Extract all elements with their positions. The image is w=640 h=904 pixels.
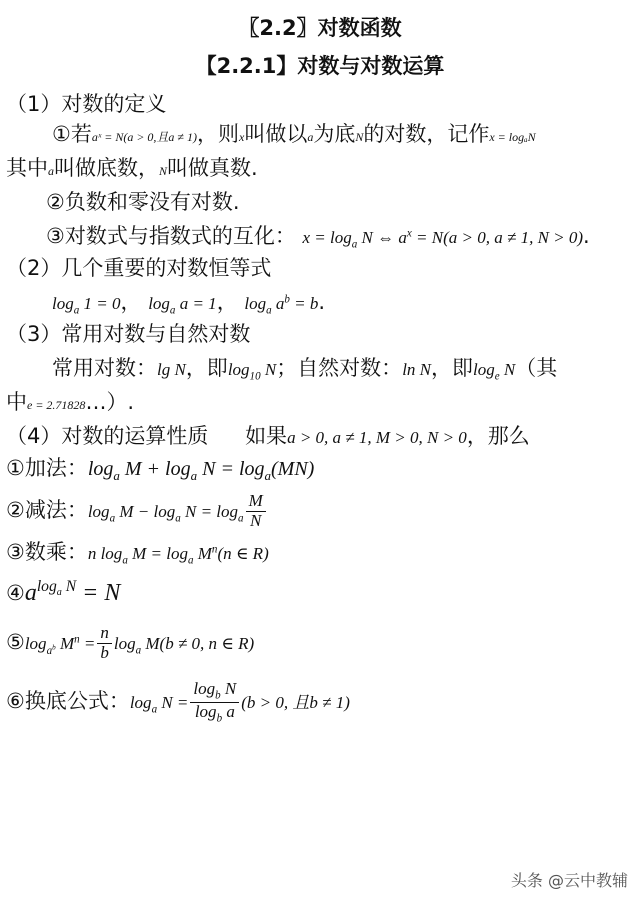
text: ③对数式与指数式的互化： <box>46 224 296 248</box>
rule-power-base <box>6 624 254 662</box>
text: ①若 <box>52 122 92 146</box>
identity-3: $\log_a a^b = b$ <box>244 293 319 317</box>
rule-change-of-base <box>6 680 350 724</box>
definition-line-1 <box>52 122 536 147</box>
common-natural-line-2 <box>6 390 134 415</box>
text: 为底 <box>313 122 356 146</box>
formula: aˣ = N(a > 0,且a ≠ 1) <box>91 130 197 144</box>
log-identities <box>52 290 325 318</box>
formula: $\log_a M + \log_a N = \log_a(MN)$ <box>87 458 315 483</box>
point-conversion <box>46 224 590 252</box>
formula: ln N <box>402 360 431 379</box>
formula: $\log_a M(b \ne 0$, n ∈ R) <box>113 634 255 657</box>
formula: $a^{log_a N} = N$ <box>24 578 121 606</box>
text: 如果 <box>245 424 288 448</box>
formula: $\log_a M - \log_a N = \log_a$ <box>87 502 244 525</box>
text: 的对数，记作 <box>363 122 490 146</box>
formula: a <box>307 130 314 144</box>
rule-exponent-identity <box>6 578 120 608</box>
text: ；自然对数： <box>276 356 403 380</box>
text: （4）对数的运算性质 <box>6 424 209 448</box>
formula: $\log_{10} N$ <box>227 360 277 383</box>
formula: e = 2.71828 <box>27 398 86 412</box>
heading-log-definition: （1）对数的定义 <box>6 92 167 116</box>
formula: n $\log_a M = \log_a M^n(n$ ∈ R) <box>87 543 269 567</box>
text: ⑤ <box>6 630 25 655</box>
text: ①加法： <box>6 456 88 480</box>
text: ③数乘： <box>6 540 88 564</box>
rule-scalar <box>6 540 269 568</box>
text: 常用对数： <box>52 356 157 380</box>
formula: $\log_a N$ = <box>129 693 189 716</box>
heading-common-natural-log: （3）常用对数与自然对数 <box>6 322 251 346</box>
text: . <box>583 224 590 248</box>
text: 叫做真数. <box>167 156 258 180</box>
text: ， <box>120 290 142 314</box>
rule-addition <box>6 456 314 484</box>
formula: $\log_{a^b} M^n$ = <box>24 633 96 657</box>
text: ， <box>216 290 238 314</box>
text: ，即 <box>185 356 228 380</box>
text: …）. <box>85 390 135 414</box>
text: ④ <box>6 581 25 605</box>
formula: N <box>355 130 364 144</box>
formula: a <box>48 164 54 178</box>
rule-subtraction <box>6 492 268 530</box>
formula: a > 0, a ≠ 1, M > 0, N > 0 <box>287 428 467 447</box>
text: 叫做以 <box>244 122 308 146</box>
formula: (b > 0, 且b ≠ 1) <box>241 693 350 713</box>
text: 中 <box>6 390 27 414</box>
text: ⑥换底公式： <box>6 689 130 714</box>
point-no-log-nonpositive: ②负数和零没有对数. <box>46 190 240 214</box>
fraction: $\frac{M}{N}$ <box>246 492 266 530</box>
formula-conversion: $x = \log_a N$ ⇔ $a^x = N(a > 0$, a ≠ 1, N > 0) <box>302 227 584 251</box>
identity-2: $\log_a a = 1$ <box>148 294 217 317</box>
heading-log-properties <box>6 424 530 449</box>
formula: N <box>159 164 168 178</box>
text: ，那么 <box>466 424 530 448</box>
definition-line-2 <box>6 156 258 181</box>
formula: lg N <box>157 360 186 379</box>
text: ，即 <box>431 356 473 380</box>
text: （其 <box>515 356 558 380</box>
text: ②减法： <box>6 498 88 523</box>
text: 其中 <box>6 156 48 180</box>
watermark: 头条 @云中教辅 <box>510 871 628 890</box>
formula: $\log_e N$ <box>473 360 516 383</box>
fraction: $\frac{n}{b}$ <box>97 624 112 662</box>
formula: x <box>239 130 245 144</box>
formula: x = logₐN <box>489 130 536 144</box>
common-natural-line-1 <box>52 356 557 384</box>
text: 叫做底数， <box>54 156 159 180</box>
text: . <box>318 290 326 314</box>
chapter-title: 〖2.2〗对数函数 <box>238 16 402 40</box>
identity-1: $\log_a 1 = 0$ <box>52 294 121 317</box>
section-title: 【2.2.1】对数与对数运算 <box>195 54 445 78</box>
heading-log-identities: （2）几个重要的对数恒等式 <box>6 256 272 280</box>
text: ，则 <box>197 122 239 146</box>
fraction: $\frac{\log_b N}{\log_b a}$ <box>190 680 239 724</box>
